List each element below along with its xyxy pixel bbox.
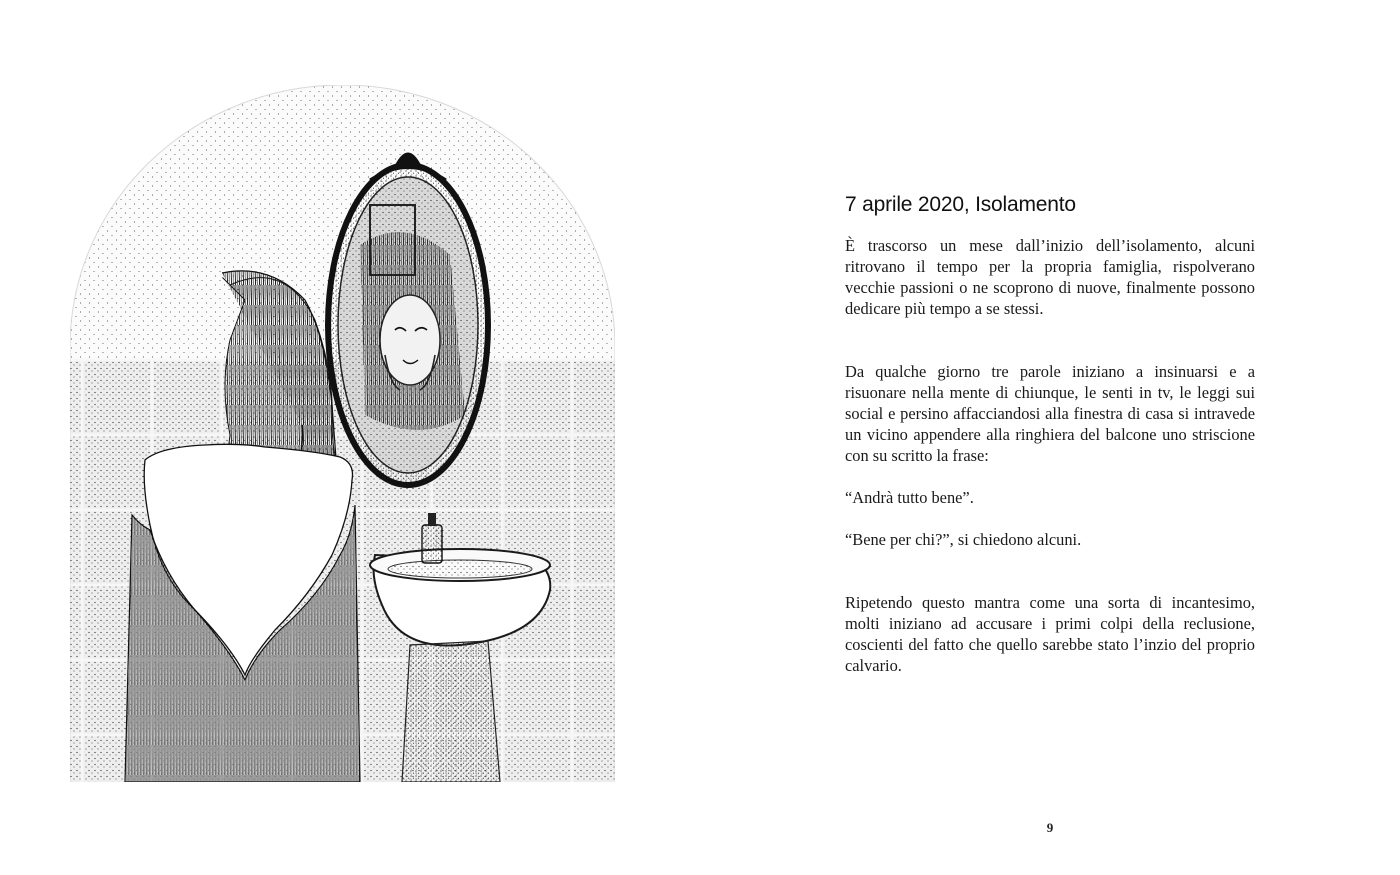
paragraph-2: Da qualche giorno tre parole iniziano a insinuarsi e a risuonare nella mente di chiunque, le senti in tv, le leggi sui social e persino affacciandosi alla finestra di casa si intravede un vicino appendere alla ringhiera del balcone uno striscione con su scritto la frase: <box>845 362 1255 465</box>
illustration-svg <box>70 85 615 782</box>
chapter-text-block <box>845 193 1255 676</box>
paragraph-spacer <box>845 508 1255 529</box>
paragraph-spacer <box>845 466 1255 487</box>
paragraph-3-quote: “Andrà tutto bene”. <box>845 488 974 507</box>
paragraph-5: Ripetendo questo mantra come una sorta di incantesimo, molti iniziano ad accusare i primi colpi della reclusione, coscienti del fatto che quello sarebbe stato l’inzio del proprio calvario. <box>845 593 1255 675</box>
page-number: 9 <box>1046 820 1054 835</box>
chapter-title: 7 aprile 2020, Isolamento <box>845 193 1076 216</box>
paragraph-4-question: “Bene per chi?”, si chiedono alcuni. <box>845 530 1082 549</box>
paragraph-1: È trascorso un mese dall’inizio dell’isolamento, alcuni ritrovano il tempo per la propria famiglia, rispolverano vecchie passioni o ne scoprono di nuove, finalmente possono dedicare più tempo a se stessi. <box>845 236 1255 318</box>
paragraph-spacer <box>845 550 1255 592</box>
illustration-woman-at-mirror <box>70 85 615 782</box>
paragraph-spacer <box>845 319 1255 361</box>
